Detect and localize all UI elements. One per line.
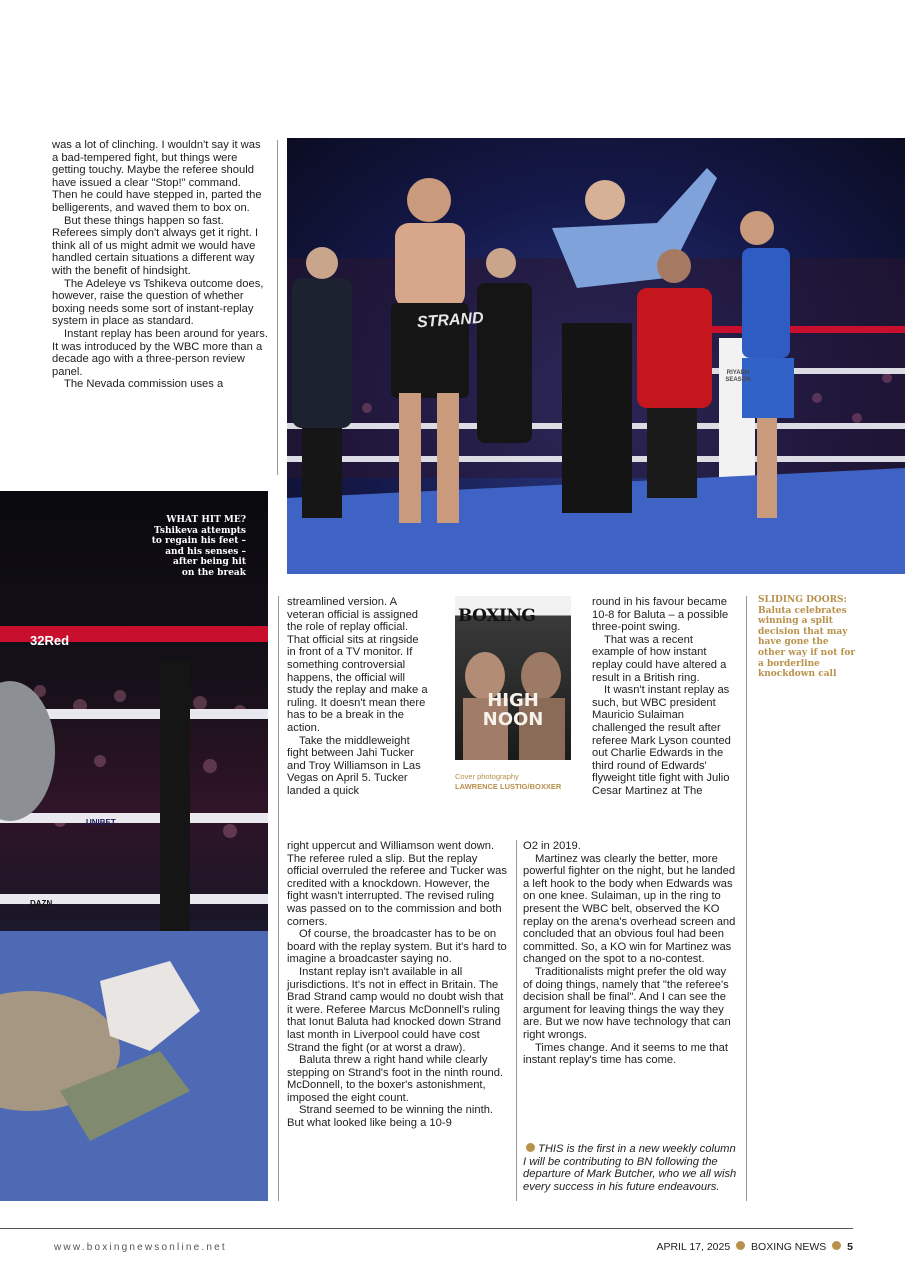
article-paragraph: round in his favour became 10-8 for Baluta – a possible three-point swing.: [592, 596, 729, 634]
article-column-3b: [523, 840, 737, 1067]
caption-line: Tshikeva attempts: [154, 525, 246, 536]
caption-line: to regain his feet –: [151, 536, 246, 546]
article-paragraph: Strand seemed to be winning the ninth. But what looked like being a 10-9: [287, 1104, 494, 1130]
article-paragraph: Martinez was clearly the better, more powerful fighter on the night, but he landed a left hook to the body when Edwards was on one knee. Sulaiman, up in the ring to present the WBC belt, observed the KO replay on the arena's overhead screen and concluded that an obvious foul had been committed. So, a KO win for Martinez was changed on the spot to a no-contest.: [523, 852, 736, 966]
caption-title: SLIDING DOORS:: [758, 595, 847, 605]
article-paragraph: But these things happen so fast. Referees simply don't always get it right. I think all of us might admit we would have handled certain situations a different way with the benefit of hindsight.: [52, 214, 259, 277]
article-paragraph: right uppercut and Williamson went down. The referee ruled a slip. But the replay official overruled the referee and Tucker was credited with a knockdown. However, the fight wasn't interrupted. The revised ruling was passed on to the commission and both corners.: [287, 840, 507, 928]
article-column-2a: [287, 596, 429, 798]
left-photo-caption: [116, 515, 246, 578]
article-paragraph: O2 in 2019.: [523, 840, 581, 852]
knockdown-photo-art: [0, 491, 268, 1201]
cover-headline: HIGH NOON: [482, 690, 544, 730]
caption-line: and his senses –: [165, 546, 246, 557]
caption-title: WHAT HIT ME?: [166, 515, 246, 525]
trunks-text: STRAND: [416, 309, 485, 332]
article-paragraph: Take the middleweight fight between Jahi Tucker and Troy Williamson in Las Vegas on April 5. Tucker landed a quick: [287, 734, 421, 797]
footer-folio: [656, 1241, 853, 1253]
article-paragraph: Times change. And it seems to me that instant replay's time has come.: [523, 1041, 728, 1067]
cover-credit-name: LAWRENCE LUSTIG/BOXXER: [455, 782, 562, 791]
article-column-1: [52, 139, 268, 391]
rope-banner-32red: [30, 632, 250, 650]
article-paragraph: That was a recent example of how instant replay could have altered a result in a British ring.: [592, 633, 727, 684]
article-paragraph: was a lot of clinching. I wouldn't say it was a bad-tempered fight, but things were getting touchy. Maybe the referee should have issued a clear "Stop!" command. Then he could have stepped in, parted the belligerents, and waved them to box on.: [52, 139, 262, 214]
article-paragraph: Instant replay has been around for years. It was introduced by the WBC more than a decade ago with a three-person review panel.: [52, 327, 268, 378]
footer-date: APRIL 17, 2025: [656, 1241, 731, 1253]
footer-publication: BOXING NEWS: [751, 1241, 827, 1253]
rope-banner-unibet: [86, 812, 116, 830]
article-paragraph: Baluta threw a right hand while clearly stepping on Strand's foot in the ninth round. McDonnell, to the boxer's astonishment, imposed the eight count.: [287, 1054, 504, 1104]
banner-dazn-text: DAZN: [30, 899, 53, 908]
article-paragraph: Of course, the broadcaster has to be on board with the replay system. But it's hard to imagine a broadcaster saying no.: [287, 928, 507, 966]
column-footnote: [523, 1143, 739, 1193]
magazine-cover: [455, 596, 571, 760]
bullet-dot-icon: [832, 1241, 841, 1250]
article-column-2b: [287, 840, 509, 1130]
article-paragraph: The Nevada commission uses a: [64, 378, 224, 391]
cover-masthead: BOXING: [458, 606, 536, 626]
photo-decision: [287, 138, 905, 574]
caption-body: Baluta celebrates winning a split decision that may have gone the other way if not for a borderline knockdown call: [758, 605, 856, 680]
decision-photo-art: [287, 138, 905, 574]
bullet-dot-icon: [736, 1241, 745, 1250]
caption-line: on the break: [181, 567, 246, 578]
column-divider: [516, 840, 517, 1201]
riyadh-season-text: RIYADH SEASON: [725, 370, 751, 383]
article-paragraph: Traditionalists might prefer the old way of doing things, namely that "the referee's decision shall be final". And I can see the argument for leaving things the way they are. But we now have technology that can right wrongs.: [523, 965, 731, 1041]
cover-credit-title: Cover photography: [455, 772, 519, 781]
rope-banner-dazn: [30, 893, 52, 911]
right-photo-caption: [758, 595, 858, 680]
column-divider: [277, 140, 278, 475]
column-divider: [278, 596, 279, 1201]
page-number: 5: [847, 1241, 853, 1253]
article-column-3a: [592, 596, 738, 798]
banner-unibet-text: UNIBET: [86, 818, 116, 827]
banner-32red-text: 32Red: [30, 633, 70, 648]
bullet-dot-icon: [526, 1143, 535, 1152]
article-paragraph: streamlined version. A veteran official is assigned the role of replay official. That official sits at ringside in front of a TV monitor. If something controversial happens, the official will study the replay and make a ruling. It doesn't mean there has to be a break in the action.: [287, 596, 428, 734]
article-paragraph: It wasn't instant replay as such, but WBC president Mauricio Sulaiman challenged the result after referee Mark Lyson counted out Charlie Edwards in the third round of Edwards' flyweight title fight with Julio Cesar Martinez at The: [592, 684, 731, 797]
footnote-text: THIS is the first in a new weekly column I will be contributing to BN following the departure of Mark Butcher, who we all wish every success in his future endeavours.: [523, 1143, 737, 1193]
riyadh-season-label: [721, 370, 755, 384]
article-paragraph: The Adeleye vs Tshikeva outcome does, however, raise the question of whether boxing needs some sort of instant-replay system in place as standard.: [52, 277, 264, 328]
caption-line: after being hit: [173, 557, 246, 567]
footer-url[interactable]: www.boxingnewsonline.net: [54, 1242, 227, 1253]
footer-rule: [0, 1228, 853, 1229]
article-paragraph: Instant replay isn't available in all jurisdictions. It's not in effect in Britain. The Brad Strand camp would no doubt wish that it were. Referee Marcus McDonnell's ruling that Ionut Baluta had knocked down Strand last month in Liverpool could have cost Strand the fight (or at worst a draw).: [287, 965, 504, 1054]
cover-credit: [455, 772, 575, 792]
column-divider: [746, 596, 747, 1201]
photo-knockdown: [0, 491, 268, 1201]
